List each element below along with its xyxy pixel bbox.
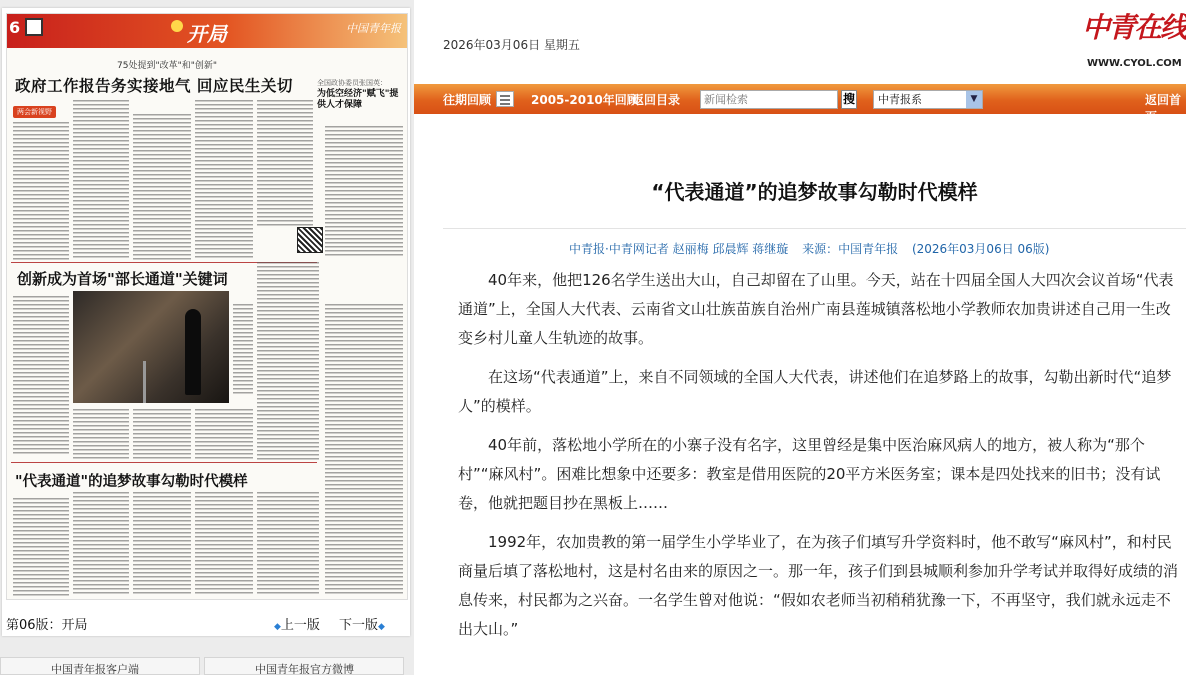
text-column xyxy=(195,100,253,260)
text-column xyxy=(195,492,253,596)
text-column xyxy=(13,122,69,262)
article-paragraph: 40年来，他把126名学生送出大山，自己却留在了山里。今天，站在十四届全国人大四次会议首场“代表通道”上，全国人大代表、云南省文山壮族苗族自治州广南县莲城镇落松地小学教师农加贵讲述自己用一生改变乡村儿童人生轨迹的故事。 xyxy=(458,271,1174,347)
article-paragraph: 40年前，落松地小学所在的小寨子没有名字，这里曾经是集中医治麻风病人的地方，被人称为“那个村”“麻风村”。困难比想象中还要多：教室是借用医院的20平方米医务室；课本是四处找来的旧书；没有试卷，他就把题目抄在黑板上…… xyxy=(458,436,1161,512)
article-title: “代表通道”的追梦故事勾勒时代模样 xyxy=(651,180,978,204)
newspaper-page-frame xyxy=(2,8,410,636)
qr-code-icon xyxy=(25,18,43,36)
text-column xyxy=(233,304,253,394)
back-to-index-link[interactable]: 返回目录 xyxy=(632,93,681,107)
diamond-icon: ◆ xyxy=(274,622,281,632)
nav-bar xyxy=(414,84,1186,124)
newspaper-brand: 中国青年报 xyxy=(346,22,401,35)
text-column xyxy=(73,492,129,596)
sidebar-subhead: 全国政协委员张国英： xyxy=(317,79,387,87)
page-headline-1[interactable]: 政府工作报告务实接地气 回应民生关切 xyxy=(15,77,293,95)
paper-select-value: 中青报系 xyxy=(878,93,922,106)
byline-date: (2026年03月06日 06版) xyxy=(911,242,1050,256)
archive-link[interactable]: 2005-2010年回顾 xyxy=(531,93,639,107)
column-tag: 两会新视野 xyxy=(13,106,56,118)
prev-page-link[interactable] xyxy=(274,614,320,633)
kicker-text: 75处提到"改革"和"创新" xyxy=(117,61,218,71)
text-column xyxy=(73,409,129,459)
search-button[interactable]: 搜 xyxy=(841,90,857,109)
sidebar-story[interactable] xyxy=(317,78,403,111)
text-column xyxy=(257,492,319,596)
page-headline-2[interactable]: 创新成为首场"部长通道"关键词 xyxy=(17,270,228,288)
newspaper-panel xyxy=(0,0,414,675)
menu-list-icon[interactable] xyxy=(496,91,514,107)
article-byline xyxy=(569,240,1059,257)
seal-icon xyxy=(171,20,183,32)
text-column xyxy=(325,126,403,256)
article-body xyxy=(458,266,1180,654)
title-divider xyxy=(443,228,1186,229)
section-title: 开局 xyxy=(187,22,227,46)
site-logo[interactable]: 中青在线 xyxy=(1082,11,1186,44)
prev-page-label: 上一版 xyxy=(280,618,320,633)
newspaper-page-image[interactable] xyxy=(6,13,408,600)
text-column xyxy=(195,409,253,459)
tab-client[interactable]: 中国青年报客户端 xyxy=(0,657,200,675)
text-column xyxy=(133,492,191,596)
paper-select[interactable] xyxy=(873,90,983,109)
site-url: WWW.CYOL.COM xyxy=(1087,58,1182,69)
text-column xyxy=(257,262,319,462)
article-content xyxy=(443,114,1186,675)
next-page-link[interactable] xyxy=(339,614,385,633)
text-column xyxy=(325,304,403,594)
speaker-figure xyxy=(185,309,201,395)
issue-date: 2026年03月06日 星期五 xyxy=(443,38,580,52)
sidebar-headline: 为低空经济"赋飞"提供人才保障 xyxy=(317,89,399,110)
tab-weibo[interactable]: 中国青年报官方微博 xyxy=(204,657,404,675)
text-column xyxy=(13,498,69,596)
text-column xyxy=(133,409,191,459)
page-number: 6 xyxy=(9,18,21,37)
text-column xyxy=(257,100,313,228)
page-headline-3[interactable]: "代表通道"的追梦故事勾勒时代模样 xyxy=(15,473,248,490)
microphone-stand xyxy=(143,361,146,403)
qr-code-icon xyxy=(297,227,323,253)
text-column xyxy=(13,296,69,456)
byline-authors: 中青报·中青网记者 赵丽梅 邱晨辉 蒋继璇 xyxy=(569,242,789,256)
page-header-band xyxy=(7,14,407,48)
byline-source: 来源：中国青年报 xyxy=(802,242,899,256)
bottom-tabs xyxy=(0,657,414,675)
article-paragraph: 在这场“代表通道”上，来自不同领域的全国人大代表，讲述他们在追梦路上的故事，勾勒出新时代“追梦人”的模样。 xyxy=(458,368,1172,415)
divider xyxy=(11,462,317,463)
chevron-down-icon: ▼ xyxy=(966,91,982,108)
news-photo[interactable] xyxy=(73,291,229,403)
page-caption: 第06版：开局 xyxy=(6,618,88,633)
search-input[interactable] xyxy=(700,90,838,109)
back-home-link[interactable]: 返回首页 xyxy=(1145,93,1182,124)
text-column xyxy=(73,100,129,260)
past-review-link[interactable]: 往期回顾 xyxy=(443,93,492,107)
next-page-label: 下一版 xyxy=(339,618,379,633)
text-column xyxy=(133,114,191,260)
diamond-icon: ◆ xyxy=(378,622,385,632)
article-paragraph: 1992年，农加贵教的第一届学生小学毕业了，在为孩子们填写升学资料时，他不敢写“麻风村”，和村民商量后填了落松地村，这是村名由来的原因之一。那一年，孩子们到县城顺利参加升学考试并取得好成绩的消息传来，村民都为之兴奋。一名学生曾对他说：“假如农老师当初稍稍犹豫一下，不再坚守，我们就永远走不出大山。” xyxy=(458,533,1179,638)
